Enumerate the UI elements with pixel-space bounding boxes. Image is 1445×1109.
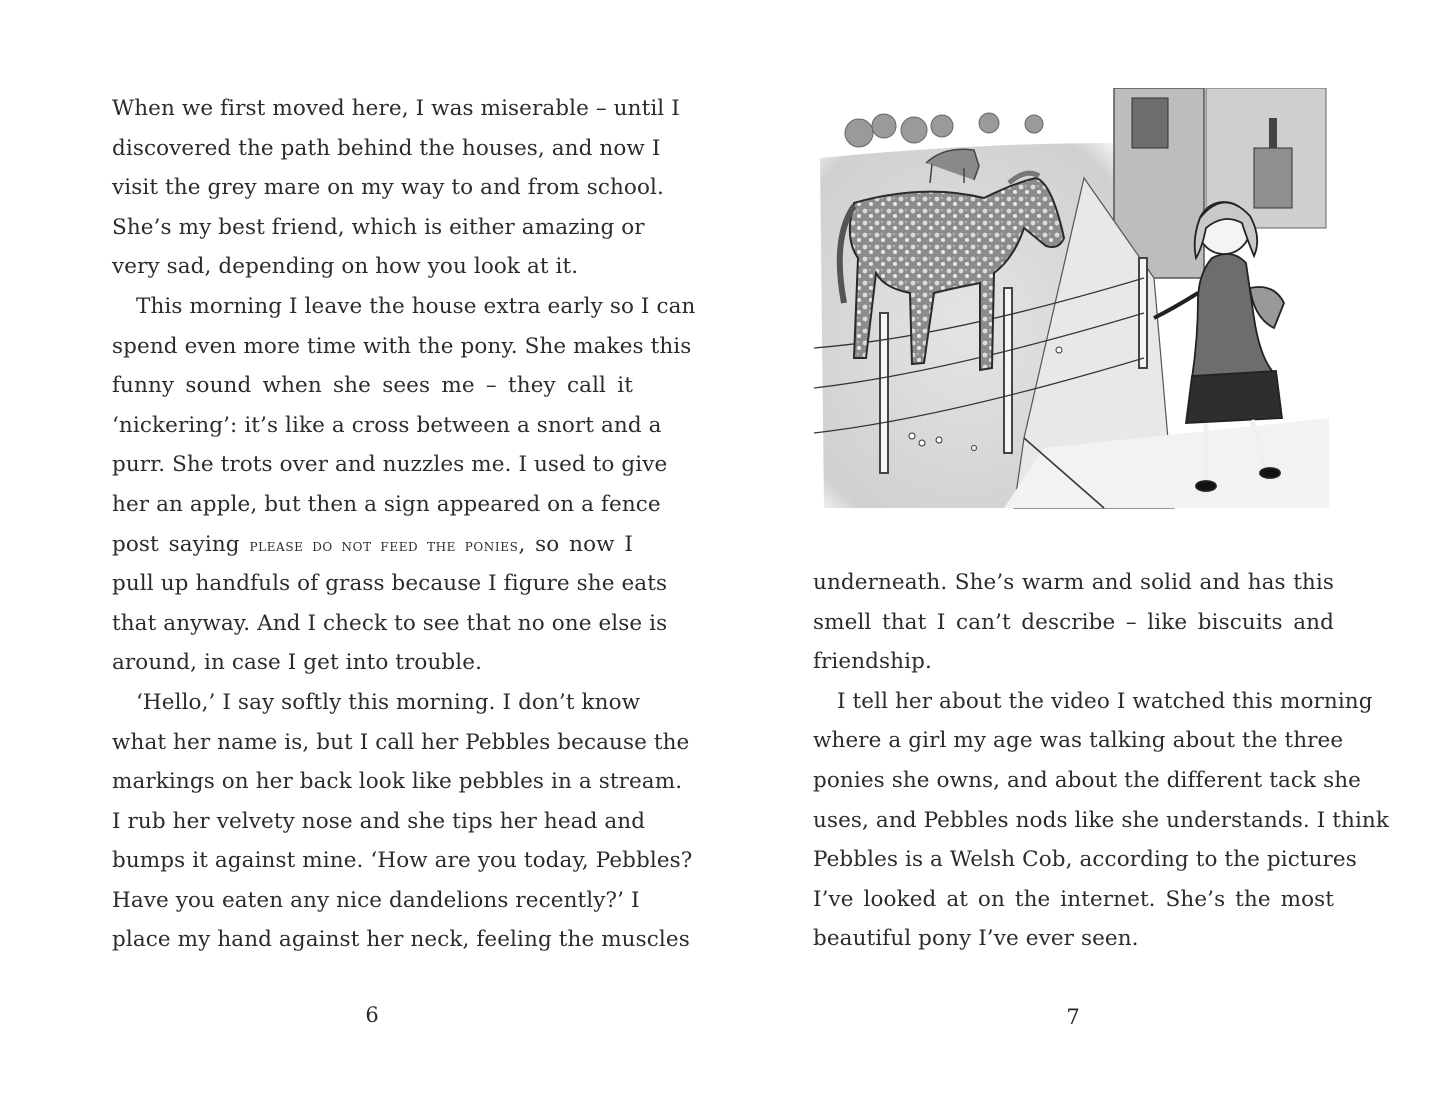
page-number: 7 (1066, 1005, 1080, 1029)
text-line: where a girl my age was talking about the three (813, 728, 1344, 754)
sign-text: please do not feed the ponies (249, 535, 519, 555)
text-line: She’s my best friend, which is either amazing or (112, 214, 645, 240)
text-line: bumps it against mine. ‘How are you today, Pebbles? (112, 848, 693, 874)
text-line: what her name is, but I call her Pebbles because the (112, 729, 690, 755)
text-line: spend even more time with the pony. She makes this (112, 333, 692, 359)
text-line: pull up handfuls of grass because I figure she eats (112, 571, 668, 597)
text-line: purr. She trots over and nuzzles me. I used to give (112, 452, 668, 478)
text-line: Pebbles is a Welsh Cob, according to the pictures (813, 847, 1357, 873)
text-line: I’ve looked at on the internet. She’s the most (813, 886, 1334, 912)
text-line: discovered the path behind the houses, and now I (112, 135, 661, 161)
text-line: funny sound when she sees me – they call it (112, 373, 633, 399)
right-page (722, 0, 1445, 1109)
page-number: 6 (365, 1003, 379, 1027)
text-line: place my hand against her neck, feeling the muscles (112, 927, 690, 953)
text-line: that anyway. And I check to see that no one else is (112, 610, 668, 636)
text-fragment: , so now I (518, 531, 634, 557)
text-line: Have you eaten any nice dandelions recently?’ I (112, 887, 640, 913)
text-line: I rub her velvety nose and she tips her head and (112, 808, 646, 834)
text-line: I tell her about the video I watched this morning (837, 688, 1373, 714)
text-line: ‘Hello,’ I say softly this morning. I don’t know (136, 689, 641, 715)
left-page-text (112, 89, 696, 960)
text-line: very sad, depending on how you look at it. (112, 254, 579, 280)
text-line: uses, and Pebbles nods like she understands. I think (813, 807, 1390, 833)
right-page-text (813, 563, 1390, 959)
text-line: underneath. She’s warm and solid and has this (813, 570, 1334, 595)
text-line: beautiful pony I’ve ever seen. (813, 926, 1139, 952)
text-line: When we first moved here, I was miserable – until I (112, 96, 680, 121)
text-line: ponies she owns, and about the different tack she (813, 767, 1361, 793)
text-line: her an apple, but then a sign appeared on a fence (112, 491, 661, 517)
text-line-with-sign (112, 525, 633, 565)
text-fragment: post saying (112, 531, 250, 557)
text-line: friendship. (813, 649, 932, 675)
text-line: around, in case I get into trouble. (112, 650, 483, 676)
text-line: smell that I can’t describe – like biscuits and (813, 609, 1334, 635)
text-line: visit the grey mare on my way to and from school. (112, 175, 664, 201)
text-line: ‘nickering’: it’s like a cross between a snort and a (112, 412, 662, 438)
text-line: This morning I leave the house extra early so I can (136, 293, 696, 319)
left-page (0, 0, 722, 1109)
text-line: markings on her back look like pebbles in a stream. (112, 769, 683, 795)
pony-and-girl-illustration (814, 88, 1329, 514)
